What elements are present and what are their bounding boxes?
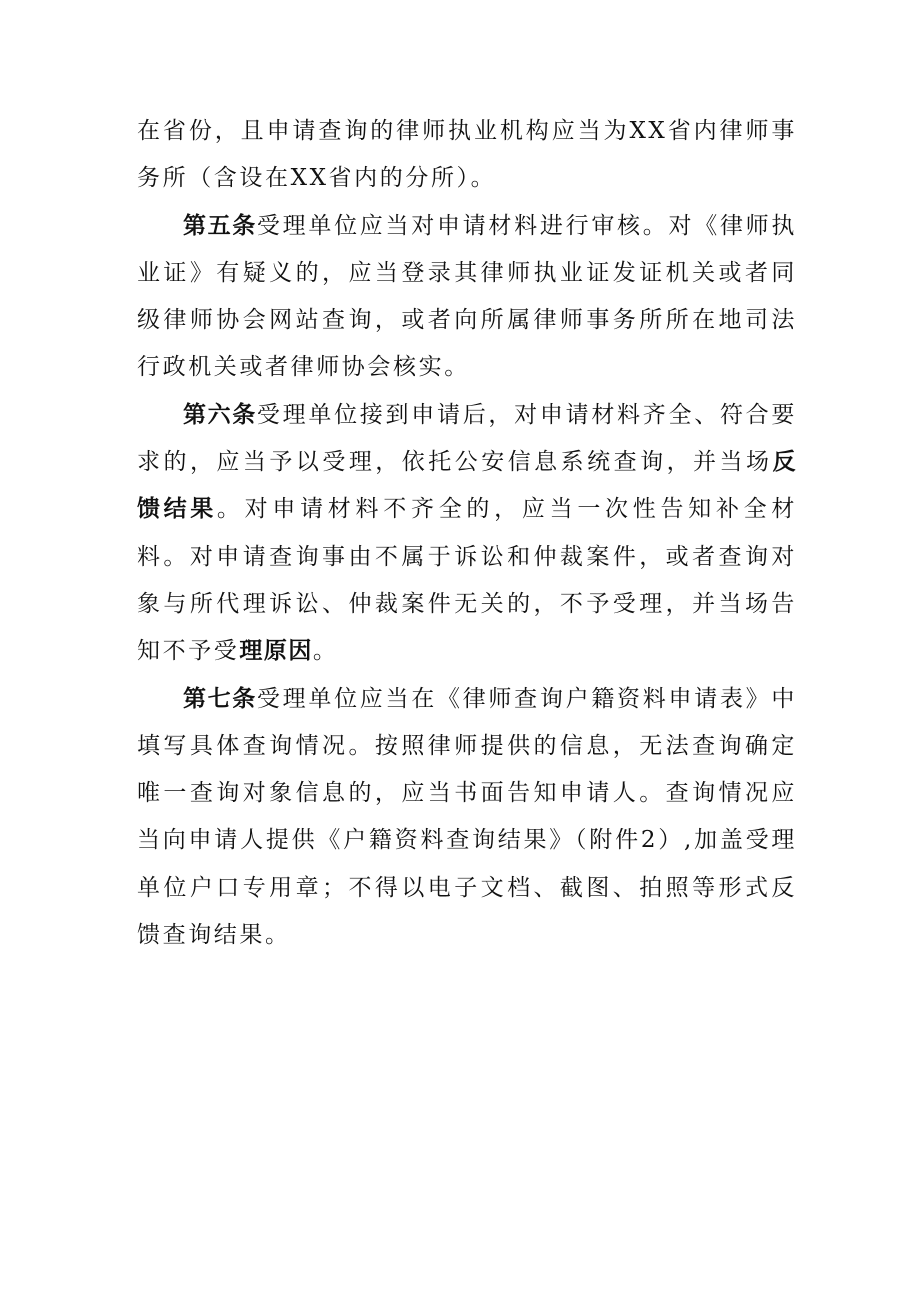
bold-phrase: 理原因: [239, 638, 313, 665]
document-body: [137, 108, 797, 959]
article-title: 第六条: [183, 401, 257, 428]
article-title: 第七条: [183, 685, 257, 712]
paragraph-text: 受理单位应当在《律师查询户籍资料申请表》中填写具体查询情况。按照律师提供的信息，无法查询确定唯一查询对象信息的，应当书面告知申请人。查询情况应当向申请人提供《户籍资料查询结果》（附件2）,加盖受理单位户口专用章；不得以电子文档、截图、拍照等形式反馈查询结果。: [137, 685, 798, 949]
paragraph-text: 。: [312, 638, 339, 665]
article-title: 第五条: [183, 212, 257, 239]
paragraph-text: 。对申请材料不齐全的，应当一次性告知补全材料。对申请查询事由不属于诉讼和仲裁案件，或者查询对象与所代理诉讼、仲裁案件无关的，不予受理，并当场告知不予受: [137, 496, 798, 665]
paragraph-text: 受理单位接到申请后，对申请材料齐全、符合要求的，应当予以受理，依托公安信息系统查询，并当场: [137, 401, 798, 476]
paragraph-text: 受理单位应当对申请材料进行审核。对《律师执业证》有疑义的，应当登录其律师执业证发证机关或者同级律师协会网站查询，或者向所属律师事务所所在地司法行政机关或者律师协会核实。: [137, 212, 798, 381]
paragraph-text: 在省份，且申请查询的律师执业机构应当为XX省内律师事务所（含设在XX省内的分所）。: [137, 118, 797, 192]
paragraph-continuation: [137, 108, 797, 203]
paragraph-article-5: [137, 203, 797, 392]
bold-phrase: 反馈结果: [137, 449, 797, 523]
paragraph-article-6: [137, 392, 797, 676]
paragraph-article-7: [137, 676, 797, 960]
